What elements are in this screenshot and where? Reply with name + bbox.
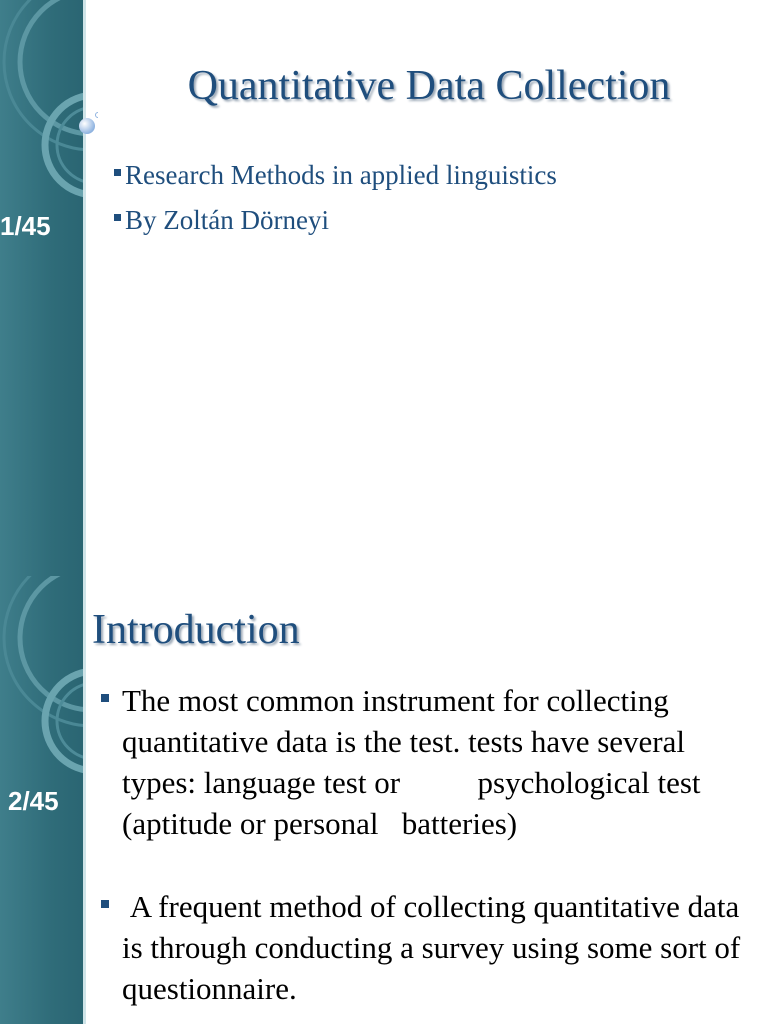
bullet-icon xyxy=(114,214,121,221)
list-item: A frequent method of collecting quantitative data is through conducting a survey using some sort of questionnaire. xyxy=(98,886,763,1009)
slide-sidebar xyxy=(0,576,86,1024)
bullet-icon xyxy=(101,694,109,702)
sidebar-edge xyxy=(83,576,86,1024)
page-number: 1/45 xyxy=(0,211,51,241)
bullet-icon xyxy=(101,900,109,908)
decorative-circles xyxy=(0,0,86,576)
slide-sidebar xyxy=(0,0,86,576)
bullet-icon xyxy=(114,169,121,176)
bubble-icon xyxy=(78,110,98,140)
subtitle-list xyxy=(114,160,557,250)
list-item: Research Methods in applied linguistics xyxy=(114,160,557,205)
slide-title: Quantitative Data Collection xyxy=(187,63,671,109)
sidebar-edge xyxy=(83,0,86,576)
list-item: By Zoltán Dörneyi xyxy=(114,205,557,250)
page-number: 2/45 xyxy=(8,786,59,816)
bullet-list xyxy=(98,680,763,1009)
slide-title: Introduction xyxy=(92,607,300,653)
list-item: The most common instrument for collecting quantitative data is the test. tests have several types: language test or psychological test (aptitude or personal batteries) xyxy=(98,680,763,844)
slide-2 xyxy=(0,576,768,1024)
